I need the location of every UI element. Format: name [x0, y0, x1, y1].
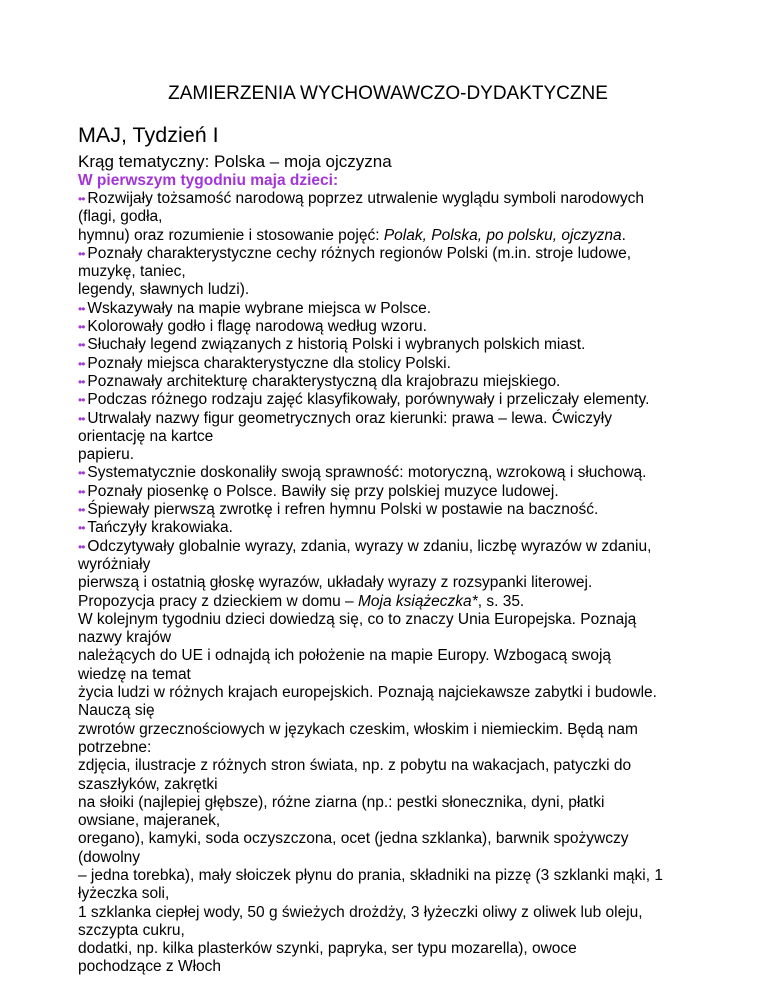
paragraph-line: wiedzę na temat — [78, 665, 191, 683]
bullet-icon: •• — [78, 503, 85, 518]
paragraph-line: W kolejnym tygodniu dzieci dowiedzą się, co to znaczy Unia Europejska. Poznają — [78, 610, 637, 628]
topic-heading: Krąg tematyczny: Polska – moja ojczyzna — [78, 152, 392, 171]
paragraph-line: 1 szklanka ciepłej wody, 50 g świeżych drożdży, 3 łyżeczki oliwy z oliwek lub oleju, — [78, 903, 643, 921]
paragraph-line: – jedna torebka), mały słoiczek płynu do prania, składniki na pizzę (3 szklanki mąki, 1 — [78, 866, 663, 884]
document-title: ZAMIERZENIA WYCHOWAWCZO-DYDAKTYCZNE — [168, 83, 608, 104]
paragraph-line: szaszłyków, zakrętki — [78, 775, 218, 793]
list-item: •• Utrwalały nazwy figur geometrycznych oraz kierunki: prawa – lewa. Ćwiczyły — [78, 409, 612, 427]
list-item-continuation: wyróżniały — [78, 555, 151, 573]
list-item: •• Tańczyły krakowiaka. — [78, 519, 233, 537]
bullet-icon: •• — [78, 539, 85, 554]
bullet-icon: •• — [78, 301, 85, 316]
list-item-continuation: (flagi, godła, — [78, 208, 163, 226]
list-item-continuation: muzykę, taniec, — [78, 263, 186, 281]
list-item-continuation: papieru. — [78, 446, 135, 464]
paragraph-line: zwrotów grzecznościowych w językach czeskim, włoskim i niemieckim. Będą nam — [78, 720, 638, 738]
paragraph-line: (dowolny — [78, 848, 141, 866]
list-item-continuation: pierwszą i ostatnią głoskę wyrazów, układały wyrazy z rozsypanki literowej. — [78, 574, 593, 592]
home-work-proposal: Propozycja pracy z dzieckiem w domu – Moja książeczka*, s. 35. — [78, 592, 525, 610]
list-item: •• Poznały piosenkę o Polsce. Bawiły się przy polskiej muzyce ludowej. — [78, 482, 559, 500]
bullet-icon: •• — [78, 466, 85, 481]
paragraph-line: owsiane, majeranek, — [78, 812, 221, 830]
paragraph-line: Nauczą się — [78, 702, 155, 720]
paragraph-line: na słoiki (najlepiej głębsze), różne ziarna (np.: pestki słonecznika, dyni, płatki — [78, 793, 605, 811]
book-title: Moja książeczka* — [357, 592, 478, 610]
list-item: •• Śpiewały pierwszą zwrotkę i refren hymnu Polski w postawie na baczność. — [78, 501, 599, 519]
paragraph-line: zdjęcia, ilustracje z różnych stron świata, np. z pobytu na wakacjach, patyczki do — [78, 757, 632, 775]
bullet-icon: •• — [78, 484, 85, 499]
bullet-icon: •• — [78, 521, 85, 536]
bullet-icon: •• — [78, 246, 85, 261]
bullet-icon: •• — [78, 393, 85, 408]
list-item: •• Wskazywały na mapie wybrane miejsca w Polsce. — [78, 299, 432, 317]
intro-heading: W pierwszym tygodniu maja dzieci: — [78, 172, 339, 189]
list-item: •• Poznawały architekturę charakterystyczną dla krajobrazu miejskiego. — [78, 372, 561, 390]
list-item: •• Słuchały legend związanych z historią Polski i wybranych polskich miast. — [78, 336, 586, 354]
bullet-icon: •• — [78, 374, 85, 389]
list-item: •• Podczas różnego rodzaju zajęć klasyfikowały, porównywały i przeliczały elementy. — [78, 391, 650, 409]
list-item: •• Kolorowały godło i flagę narodową według wzoru. — [78, 318, 427, 336]
list-item-continuation: legendy, sławnych ludzi). — [78, 281, 250, 299]
paragraph-line: potrzebne: — [78, 738, 152, 756]
paragraph-line: pochodzące z Włoch — [78, 958, 222, 976]
list-item-continuation: orientację na kartce — [78, 427, 214, 445]
list-item: •• Rozwijały tożsamość narodową poprzez utrwalenie wyglądu symboli narodowych — [78, 190, 644, 207]
list-item-continuation: hymnu) oraz rozumienie i stosowanie pojęć: Polak, Polska, po polsku, ojczyzna. — [78, 226, 626, 244]
bullet-icon: •• — [78, 356, 85, 371]
list-item: •• Odczytywały globalnie wyrazy, zdania, wyrazy w zdaniu, liczbę wyrazów w zdaniu, — [78, 537, 652, 555]
paragraph-line: dodatki, np. kilka plasterków szynki, papryka, ser typu mozarella), owoce — [78, 940, 577, 958]
paragraph-line: życia ludzi w różnych krajach europejskich. Poznają najciekawsze zabytki i budowle. — [78, 684, 657, 702]
list-item: •• Poznały charakterystyczne cechy różnych regionów Polski (m.in. stroje ludowe, — [78, 244, 631, 262]
italic-terms: Polak, Polska, po polsku, ojczyzna — [383, 226, 622, 244]
week-heading: MAJ, Tydzień I — [78, 123, 219, 147]
bullet-icon: •• — [78, 192, 85, 206]
bullet-icon: •• — [78, 411, 85, 426]
document-page — [78, 82, 698, 977]
list-item: •• Systematycznie doskonaliły swoją sprawność: motoryczną, wzrokową i słuchową. — [78, 464, 647, 482]
paragraph-line: należących do UE i odnajdą ich położenie na mapie Europy. Wzbogacą swoją — [78, 647, 612, 665]
bullet-icon: •• — [78, 320, 85, 335]
next-week-paragraph — [78, 611, 698, 977]
paragraph-line: szczypta cukru, — [78, 921, 185, 939]
paragraph-line: oregano), kamyki, soda oczyszczona, ocet (jedna szklanka), barwnik spożywczy — [78, 830, 629, 848]
paragraph-line: łyżeczka soli, — [78, 885, 170, 903]
list-item: •• Poznały miejsca charakterystyczne dla stolicy Polski. — [78, 354, 451, 372]
paragraph-line: nazwy krajów — [78, 629, 172, 647]
bullet-icon: •• — [78, 338, 85, 353]
